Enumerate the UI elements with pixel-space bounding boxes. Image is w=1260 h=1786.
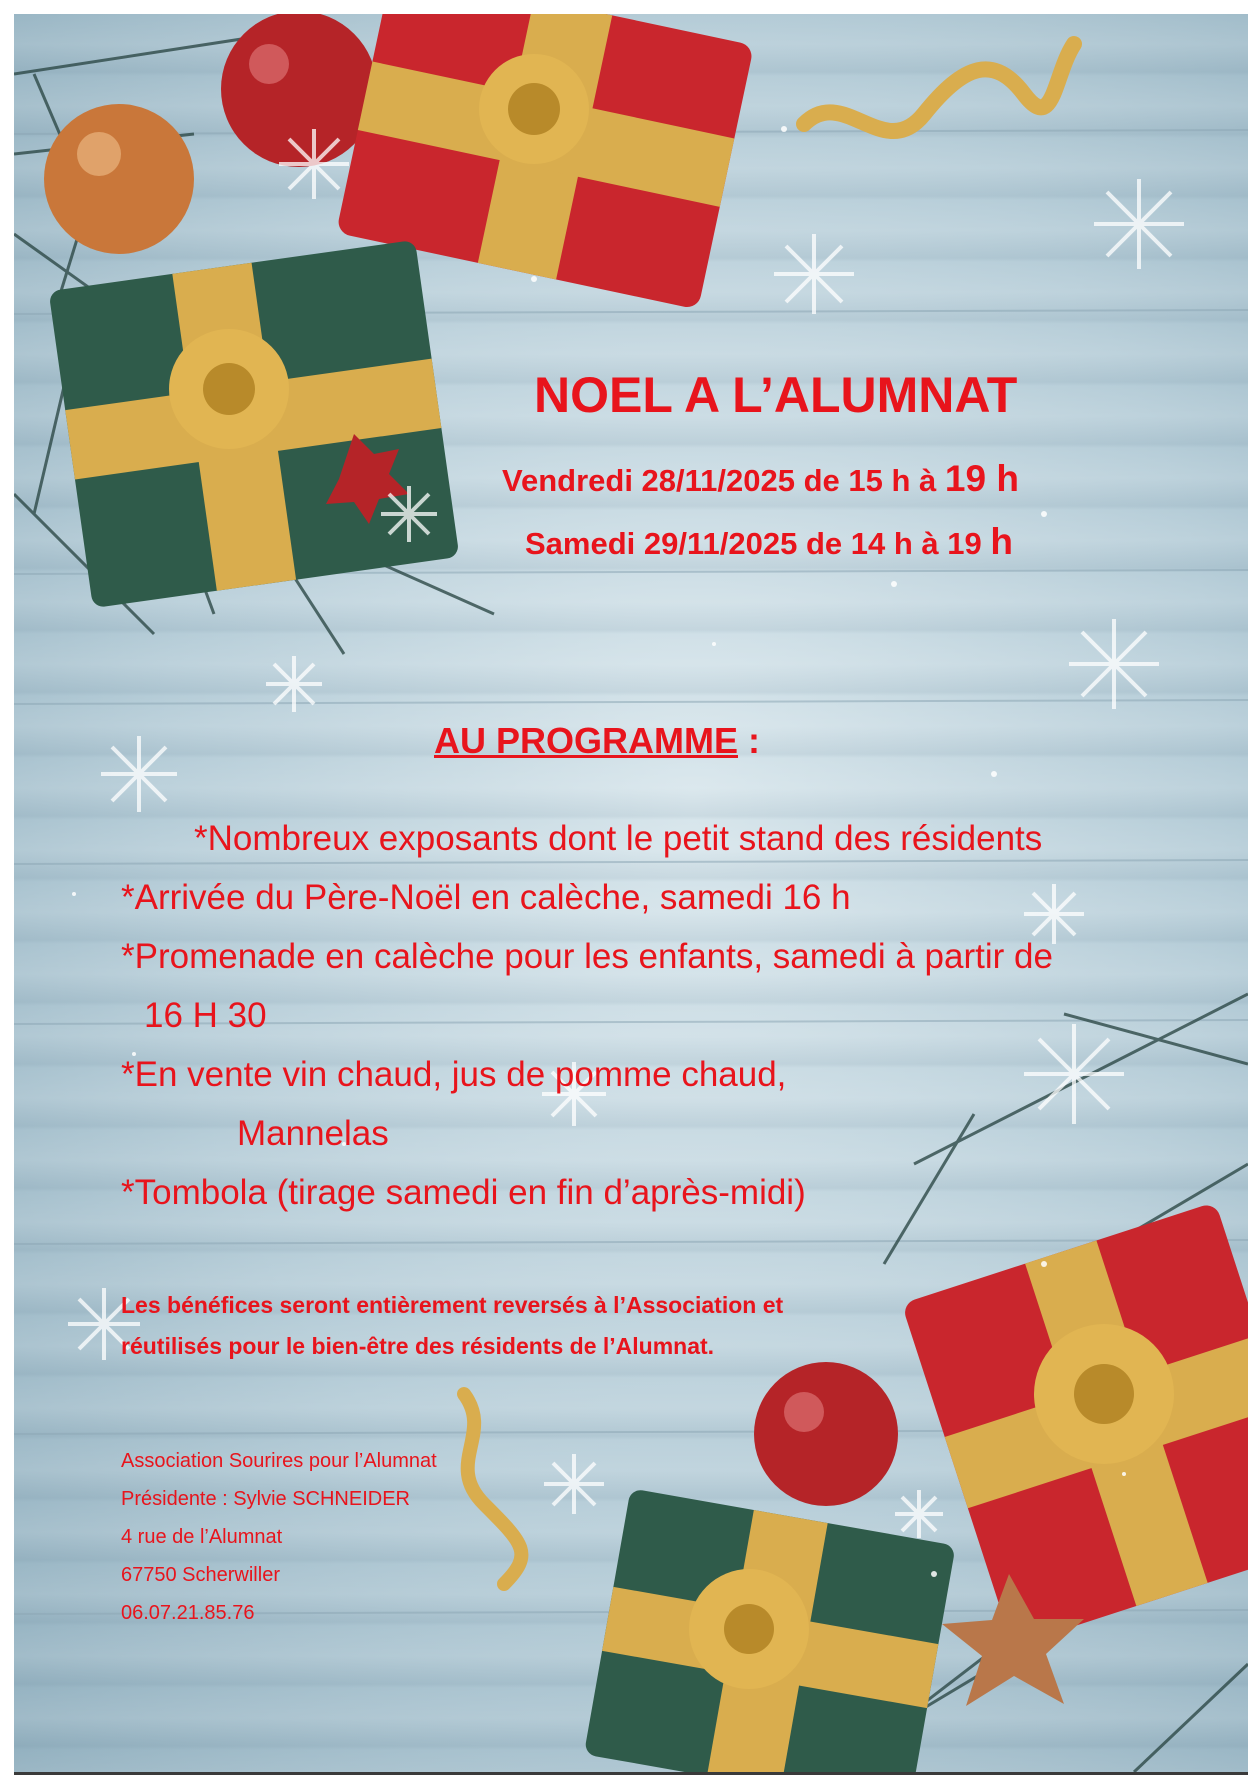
contact-association: Association Sourires pour l’Alumnat xyxy=(121,1450,437,1472)
date-saturday-text: Samedi 29/11/2025 de 14 h à 19 xyxy=(525,526,991,561)
red-ornament-bottom xyxy=(754,1362,898,1506)
date-saturday-end-unit: h xyxy=(990,521,1013,562)
programme-item-continuation: Mannelas xyxy=(237,1114,389,1153)
date-friday-text: Vendredi 28/11/2025 de 15 h à xyxy=(502,463,945,498)
contact-street: 4 rue de l’Alumnat xyxy=(121,1526,283,1548)
contact-city: 67750 Scherwiller xyxy=(121,1564,280,1586)
red-gift-bottom-right xyxy=(901,1202,1248,1646)
date-friday-end-time: 19 h xyxy=(944,458,1019,499)
programme-item: *Promenade en calèche pour les enfants, samedi à partir de xyxy=(121,937,1053,976)
programme-item: *En vente vin chaud, jus de pomme chaud, xyxy=(121,1055,787,1094)
page-bottom-rule xyxy=(14,1772,1248,1775)
date-friday xyxy=(502,458,1019,500)
flyer-poster xyxy=(14,14,1248,1772)
orange-ornament xyxy=(44,104,194,254)
contact-phone: 06.07.21.85.76 xyxy=(121,1602,255,1624)
programme-heading-label: AU PROGRAMME xyxy=(434,720,738,761)
programme-item: *Tombola (tirage samedi en fin d’après-midi) xyxy=(121,1173,806,1212)
programme-heading-colon: : xyxy=(738,720,760,761)
contact-president: Présidente : Sylvie SCHNEIDER xyxy=(121,1488,410,1510)
red-ornament-top xyxy=(221,14,377,167)
green-gift-left xyxy=(49,240,460,608)
programme-heading xyxy=(434,720,760,762)
gold-ribbon-top xyxy=(804,44,1074,131)
benefit-note-line-2: réutilisés pour le bien-être des résidents de l’Alumnat. xyxy=(121,1333,715,1359)
programme-item: *Nombreux exposants dont le petit stand des résidents xyxy=(194,819,1043,858)
green-gift-bottom xyxy=(584,1488,956,1772)
benefit-note-line-1: Les bénéfices seront entièrement reversés à l’Association et xyxy=(121,1292,784,1318)
event-title: NOEL A L’ALUMNAT xyxy=(534,367,1018,423)
programme-item-continuation: 16 H 30 xyxy=(144,996,267,1035)
programme-item: *Arrivée du Père-Noël en calèche, samedi 16 h xyxy=(121,878,851,917)
gold-ribbon-bottom xyxy=(464,1394,521,1584)
date-saturday xyxy=(525,521,1013,563)
